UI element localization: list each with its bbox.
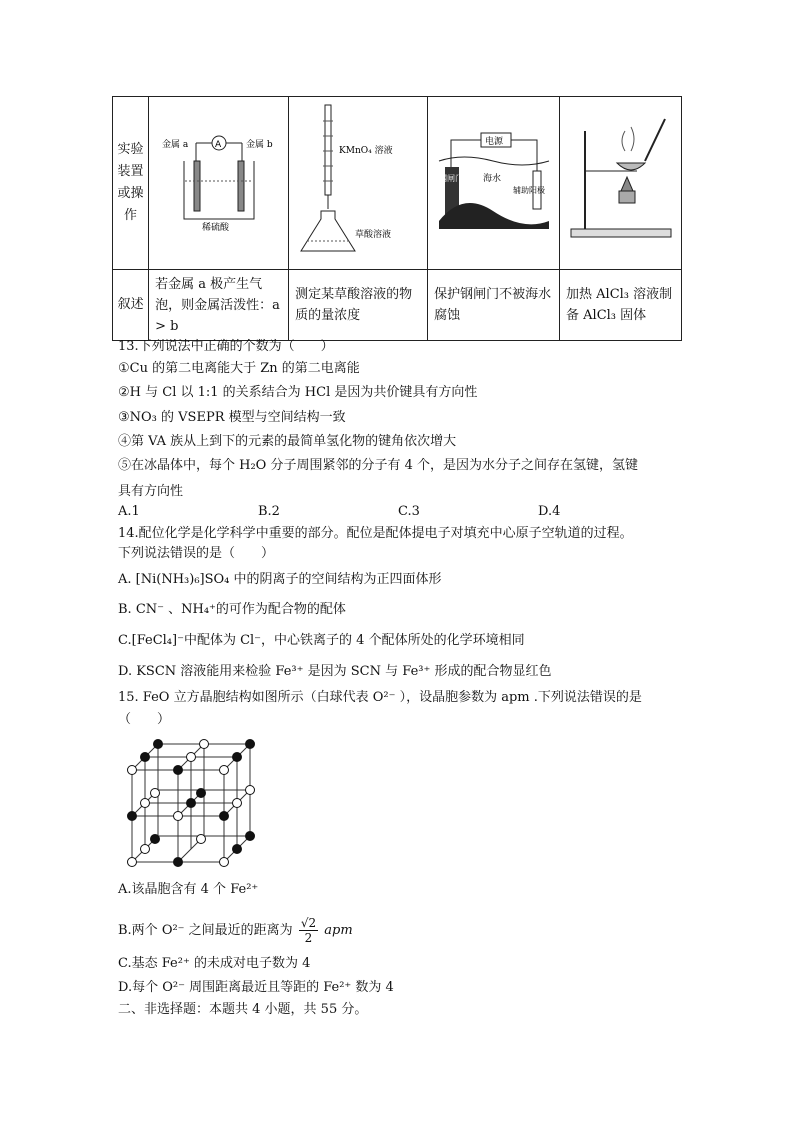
titration-diagram: [293, 101, 423, 261]
q13-item-2: ②H 与 Cl 以 1:1 的关系结合为 HCl 是因为共价键具有方向性: [118, 385, 478, 400]
q13-option-c[interactable]: C.3: [398, 504, 420, 519]
q15-stem-line2: （ ）: [118, 712, 171, 727]
q14-option-b[interactable]: B. CN⁻ 、NH₄⁺的可作为配合物的配体: [118, 602, 346, 617]
q13-item-5: ⑤在冰晶体中，每个 H₂O 分子周围紧邻的分子有 4 个，是因为水分子之间存在氢键，氢键: [118, 458, 639, 473]
q13-options: [118, 504, 688, 524]
description-1: 若金属 a 极产生气泡，则金属活泼性：a > b: [149, 270, 289, 341]
section-2-heading: 二、非选择题：本题共 4 小题，共 55 分。: [118, 1002, 368, 1017]
experiment-table: [112, 96, 682, 341]
q15-option-b-suffix: apm: [324, 923, 353, 938]
galvanic-cell-diagram: [154, 131, 284, 231]
q13-item-5-cont: 具有方向性: [118, 484, 184, 499]
q15-option-a[interactable]: A.该晶胞含有 4 个 Fe²⁺: [118, 882, 259, 897]
q15-option-b-prefix: B.两个 O²⁻ 之间最近的距离为: [118, 923, 293, 938]
q15-option-d[interactable]: D.每个 O²⁻ 周围距离最近且等距的 Fe²⁺ 数为 4: [118, 980, 394, 995]
cathodic-protection-diagram: [433, 131, 555, 231]
metal-b-label: 金属 b: [245, 140, 273, 150]
description-row: [113, 270, 682, 341]
q15-option-b[interactable]: [118, 916, 688, 946]
apparatus-row: [113, 97, 682, 270]
gate-label: 钢闸门: [438, 174, 463, 183]
metal-a-label: 金属 a: [161, 140, 188, 150]
sea-label: 海水: [482, 174, 501, 184]
ammeter-label: A: [214, 140, 221, 150]
feo-unit-cell-diagram: [124, 738, 264, 868]
description-2: 测定某草酸溶液的物质的量浓度: [289, 270, 428, 341]
row-header-description: 叙述: [113, 270, 149, 341]
q13-item-4: ④第 VA 族从上到下的元素的最简单氢化物的键角依次增大: [118, 434, 457, 449]
q13-option-a[interactable]: A.1: [118, 504, 140, 519]
q14-option-d[interactable]: D. KSCN 溶液能用来检验 Fe³⁺ 是因为 SCN 与 Fe³⁺ 形成的配合物显红色: [118, 664, 552, 679]
description-3: 保护钢闸门不被海水腐蚀: [428, 270, 560, 341]
q14-option-c[interactable]: C.[FeCl₄]⁻中配体为 Cl⁻，中心铁离子的 4 个配体所处的化学环境相同: [118, 633, 525, 648]
fig-titration: [289, 97, 428, 270]
q14-stem-line1: 14.配位化学是化学科学中重要的部分。配位是配体提电子对填充中心原子空轨道的过程。: [118, 526, 633, 541]
q13-option-d[interactable]: D.4: [538, 504, 561, 519]
acid-label: 稀硫酸: [201, 223, 229, 231]
q13-stem: 13.下列说法中正确的个数为（ ）: [118, 339, 334, 354]
fig-evaporation: [560, 97, 682, 270]
q15-option-b-fraction: [299, 916, 318, 945]
oxalic-label: 草酸溶液: [355, 230, 392, 240]
row-header-apparatus-text: 实验装置或操作: [117, 142, 144, 223]
fraction-numerator: √2: [300, 916, 317, 930]
aux-anode-label: 辅助阳极: [512, 186, 545, 195]
description-4: 加热 AlCl₃ 溶液制备 AlCl₃ 固体: [560, 270, 682, 341]
kmno4-label: KMnO₄ 溶液: [339, 146, 393, 156]
fig-galvanic-cell: [149, 97, 289, 270]
fig-cathodic-protection: [428, 97, 560, 270]
q13-item-1: ①Cu 的第二电离能大于 Zn 的第二电离能: [118, 361, 360, 376]
fraction-denominator: 2: [304, 931, 313, 945]
row-header-apparatus: [113, 97, 149, 270]
evaporation-diagram: [565, 111, 677, 251]
q13-item-3: ③NO₃ 的 VSEPR 模型与空间结构一致: [118, 410, 346, 425]
q14-option-a[interactable]: A. [Ni(NH₃)₆]SO₄ 中的阴离子的空间结构为正四面体形: [118, 572, 442, 587]
q14-stem-line2: 下列说法错误的是（ ）: [118, 546, 275, 561]
q13-option-b[interactable]: B.2: [258, 504, 280, 519]
q15-option-c[interactable]: C.基态 Fe²⁺ 的未成对电子数为 4: [118, 956, 311, 971]
power-label: 电源: [484, 137, 503, 147]
q15-stem-line1: 15. FeO 立方晶胞结构如图所示（白球代表 O²⁻ ），设晶胞参数为 apm .下列说法错误的是: [118, 690, 642, 705]
